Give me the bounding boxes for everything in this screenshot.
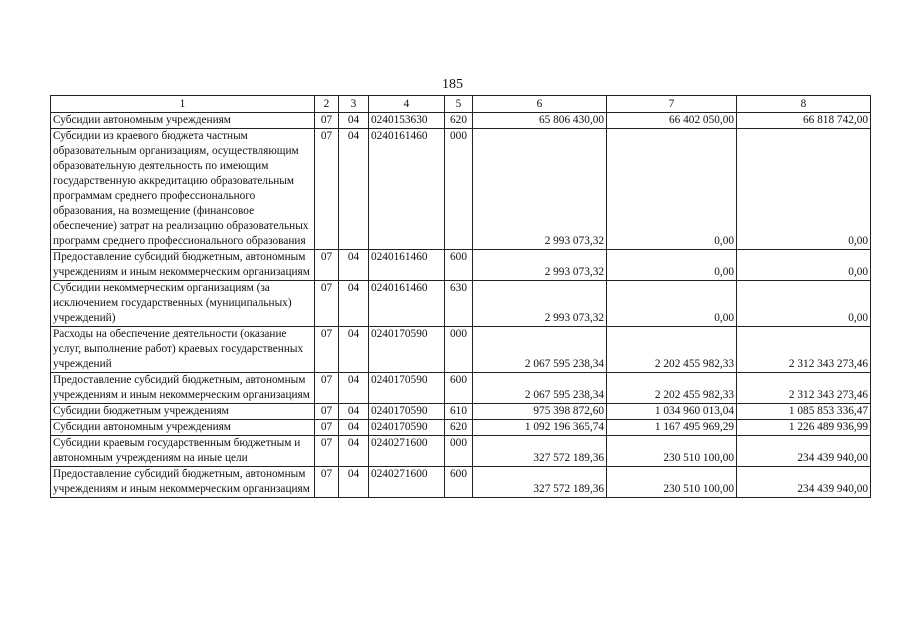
target-article-code: 0240161460 [369,129,445,250]
row-name: Расходы на обеспечение деятельности (оказание услуг, выполнение работ) краевых государственных учреждений [51,327,315,373]
subsection-code: 04 [339,113,369,129]
amount-column-7: 1 034 960 013,04 [607,404,737,420]
expense-type-code: 600 [445,250,473,281]
row-name: Субсидии бюджетным учреждениям [51,404,315,420]
table-row [51,327,871,373]
amount-column-7: 2 202 455 982,33 [607,373,737,404]
amount-column-6: 2 993 073,32 [473,281,607,327]
subsection-code: 04 [339,327,369,373]
subsection-code: 04 [339,467,369,498]
expense-type-code: 630 [445,281,473,327]
amount-column-8: 2 312 343 273,46 [737,327,871,373]
subsection-code: 04 [339,250,369,281]
target-article-code: 0240153630 [369,113,445,129]
row-name: Субсидии автономным учреждениям [51,113,315,129]
amount-column-6: 2 067 595 238,34 [473,373,607,404]
subsection-code: 04 [339,420,369,436]
table-row [51,113,871,129]
amount-column-6: 2 993 073,32 [473,129,607,250]
subsection-code: 04 [339,281,369,327]
column-header: 3 [339,96,369,113]
amount-column-8: 1 085 853 336,47 [737,404,871,420]
row-name: Предоставление субсидий бюджетным, автономным учреждениям и иным некоммерческим организациям [51,373,315,404]
amount-column-8: 0,00 [737,250,871,281]
amount-column-8: 2 312 343 273,46 [737,373,871,404]
table-row [51,281,871,327]
amount-column-6: 975 398 872,60 [473,404,607,420]
subsection-code: 04 [339,404,369,420]
section-code: 07 [315,129,339,250]
amount-column-8: 234 439 940,00 [737,467,871,498]
amount-column-6: 2 993 073,32 [473,250,607,281]
amount-column-7: 0,00 [607,281,737,327]
section-code: 07 [315,373,339,404]
expense-type-code: 000 [445,129,473,250]
amount-column-6: 2 067 595 238,34 [473,327,607,373]
expense-type-code: 600 [445,373,473,404]
amount-column-8: 1 226 489 936,99 [737,420,871,436]
table-row [51,404,871,420]
target-article-code: 0240170590 [369,404,445,420]
section-code: 07 [315,250,339,281]
target-article-code: 0240161460 [369,281,445,327]
target-article-code: 0240170590 [369,327,445,373]
amount-column-8: 0,00 [737,129,871,250]
expense-type-code: 600 [445,467,473,498]
section-code: 07 [315,436,339,467]
target-article-code: 0240170590 [369,373,445,404]
row-name: Предоставление субсидий бюджетным, автономным учреждениям и иным некоммерческим организациям [51,467,315,498]
target-article-code: 0240170590 [369,420,445,436]
section-code: 07 [315,404,339,420]
amount-column-7: 230 510 100,00 [607,436,737,467]
amount-column-6: 65 806 430,00 [473,113,607,129]
column-header: 7 [607,96,737,113]
amount-column-7: 0,00 [607,129,737,250]
table-row [51,467,871,498]
expense-type-code: 620 [445,113,473,129]
budget-table [50,95,871,498]
section-code: 07 [315,281,339,327]
row-name: Субсидии автономным учреждениям [51,420,315,436]
subsection-code: 04 [339,373,369,404]
amount-column-6: 1 092 196 365,74 [473,420,607,436]
column-header: 8 [737,96,871,113]
row-name: Субсидии из краевого бюджета частным образовательным организациям, осуществляющим образовательную деятельность по имеющим государственную аккредитацию образовательным программам среднего профессионального образования, на возмещение (финансовое обеспечение) затрат на реализацию образовательных программ среднего профессионального образования [51,129,315,250]
expense-type-code: 000 [445,436,473,467]
column-header: 6 [473,96,607,113]
column-header: 5 [445,96,473,113]
section-code: 07 [315,420,339,436]
amount-column-8: 234 439 940,00 [737,436,871,467]
subsection-code: 04 [339,436,369,467]
row-name: Субсидии краевым государственным бюджетным и автономным учреждениям на иные цели [51,436,315,467]
subsection-code: 04 [339,129,369,250]
section-code: 07 [315,327,339,373]
column-header: 2 [315,96,339,113]
expense-type-code: 620 [445,420,473,436]
table-row [51,373,871,404]
column-header: 4 [369,96,445,113]
amount-column-6: 327 572 189,36 [473,467,607,498]
expense-type-code: 610 [445,404,473,420]
amount-column-7: 2 202 455 982,33 [607,327,737,373]
table-row [51,129,871,250]
row-name: Субсидии некоммерческим организациям (за исключением государственных (муниципальных) учреждений) [51,281,315,327]
amount-column-8: 66 818 742,00 [737,113,871,129]
amount-column-7: 0,00 [607,250,737,281]
column-header: 1 [51,96,315,113]
row-name: Предоставление субсидий бюджетным, автономным учреждениям и иным некоммерческим организациям [51,250,315,281]
amount-column-7: 230 510 100,00 [607,467,737,498]
section-code: 07 [315,467,339,498]
amount-column-8: 0,00 [737,281,871,327]
table-row [51,420,871,436]
amount-column-6: 327 572 189,36 [473,436,607,467]
table-row [51,250,871,281]
page-number: 185 [442,77,463,92]
section-code: 07 [315,113,339,129]
table-header-row [51,96,871,113]
expense-type-code: 000 [445,327,473,373]
target-article-code: 0240271600 [369,467,445,498]
amount-column-7: 66 402 050,00 [607,113,737,129]
table-row [51,436,871,467]
target-article-code: 0240161460 [369,250,445,281]
amount-column-7: 1 167 495 969,29 [607,420,737,436]
target-article-code: 0240271600 [369,436,445,467]
